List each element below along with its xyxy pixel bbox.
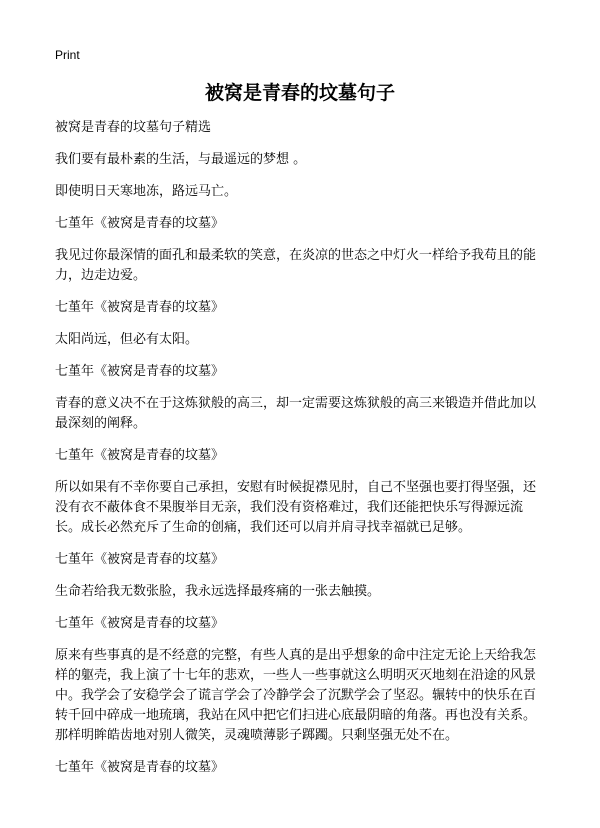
print-link[interactable]: Print [55,48,80,62]
paragraph: 被窝是青春的坟墓句子精选 [55,120,212,135]
page-title: 被窝是青春的坟墓句子 [204,82,395,104]
paragraph: 即使明日天寒地冻，路远马亡。 [55,184,238,199]
paragraph: 我们要有最朴素的生活，与最遥远的梦想 。 [55,152,307,167]
quote-source: 七堇年《被窝是青春的坟墓》 [55,616,225,631]
article-body [55,118,545,790]
paragraph: 原来有些事真的是不经意的完整，有些人真的是出乎想象的命中注定无论上天给我怎样的躯壳，我上演了十七年的悲欢，一些人一些事就这么明明灭灭地刻在沿途的风景中。我学会了安稳学会了谎言学会了冷静学会了沉默学会了坚忍。辗转中的快乐在百转千回中碎成一地琉璃，我站在风中把它们扫进心底最阴暗的角落。再也没有关系。那样明眸皓齿地对别人微笑，灵魂喷薄影子踯躅。只剩坚强无处不在。 [55,648,537,743]
quote-source: 七堇年《被窝是青春的坟墓》 [55,760,225,775]
quote-source: 七堇年《被窝是青春的坟墓》 [55,448,225,463]
paragraph: 生命若给我无数张脸，我永远选择最疼痛的一张去触摸。 [55,584,381,599]
quote-source: 七堇年《被窝是青春的坟墓》 [55,364,225,379]
quote-source: 七堇年《被窝是青春的坟墓》 [55,216,225,231]
paragraph: 我见过你最深情的面孔和最柔软的笑意，在炎凉的世态之中灯火一样给予我苟且的能力，边走边爱。 [55,248,537,283]
paragraph: 所以如果有不幸你要自己承担，安慰有时候捉襟见肘，自己不坚强也要打得坚强，还没有衣不蔽体食不果腹举目无亲，我们没有资格难过，我们还能把快乐写得源远流长。成长必然充斥了生命的创痛，我们还可以肩并肩寻找幸福就已足够。 [55,480,537,535]
quote-source: 七堇年《被窝是青春的坟墓》 [55,552,225,567]
quote-source: 七堇年《被窝是青春的坟墓》 [55,300,225,315]
paragraph: 太阳尚远，但必有太阳。 [55,332,199,347]
paragraph: 青春的意义决不在于这炼狱般的高三，却一定需要这炼狱般的高三来锻造并借此加以最深刻的阐释。 [55,396,537,431]
